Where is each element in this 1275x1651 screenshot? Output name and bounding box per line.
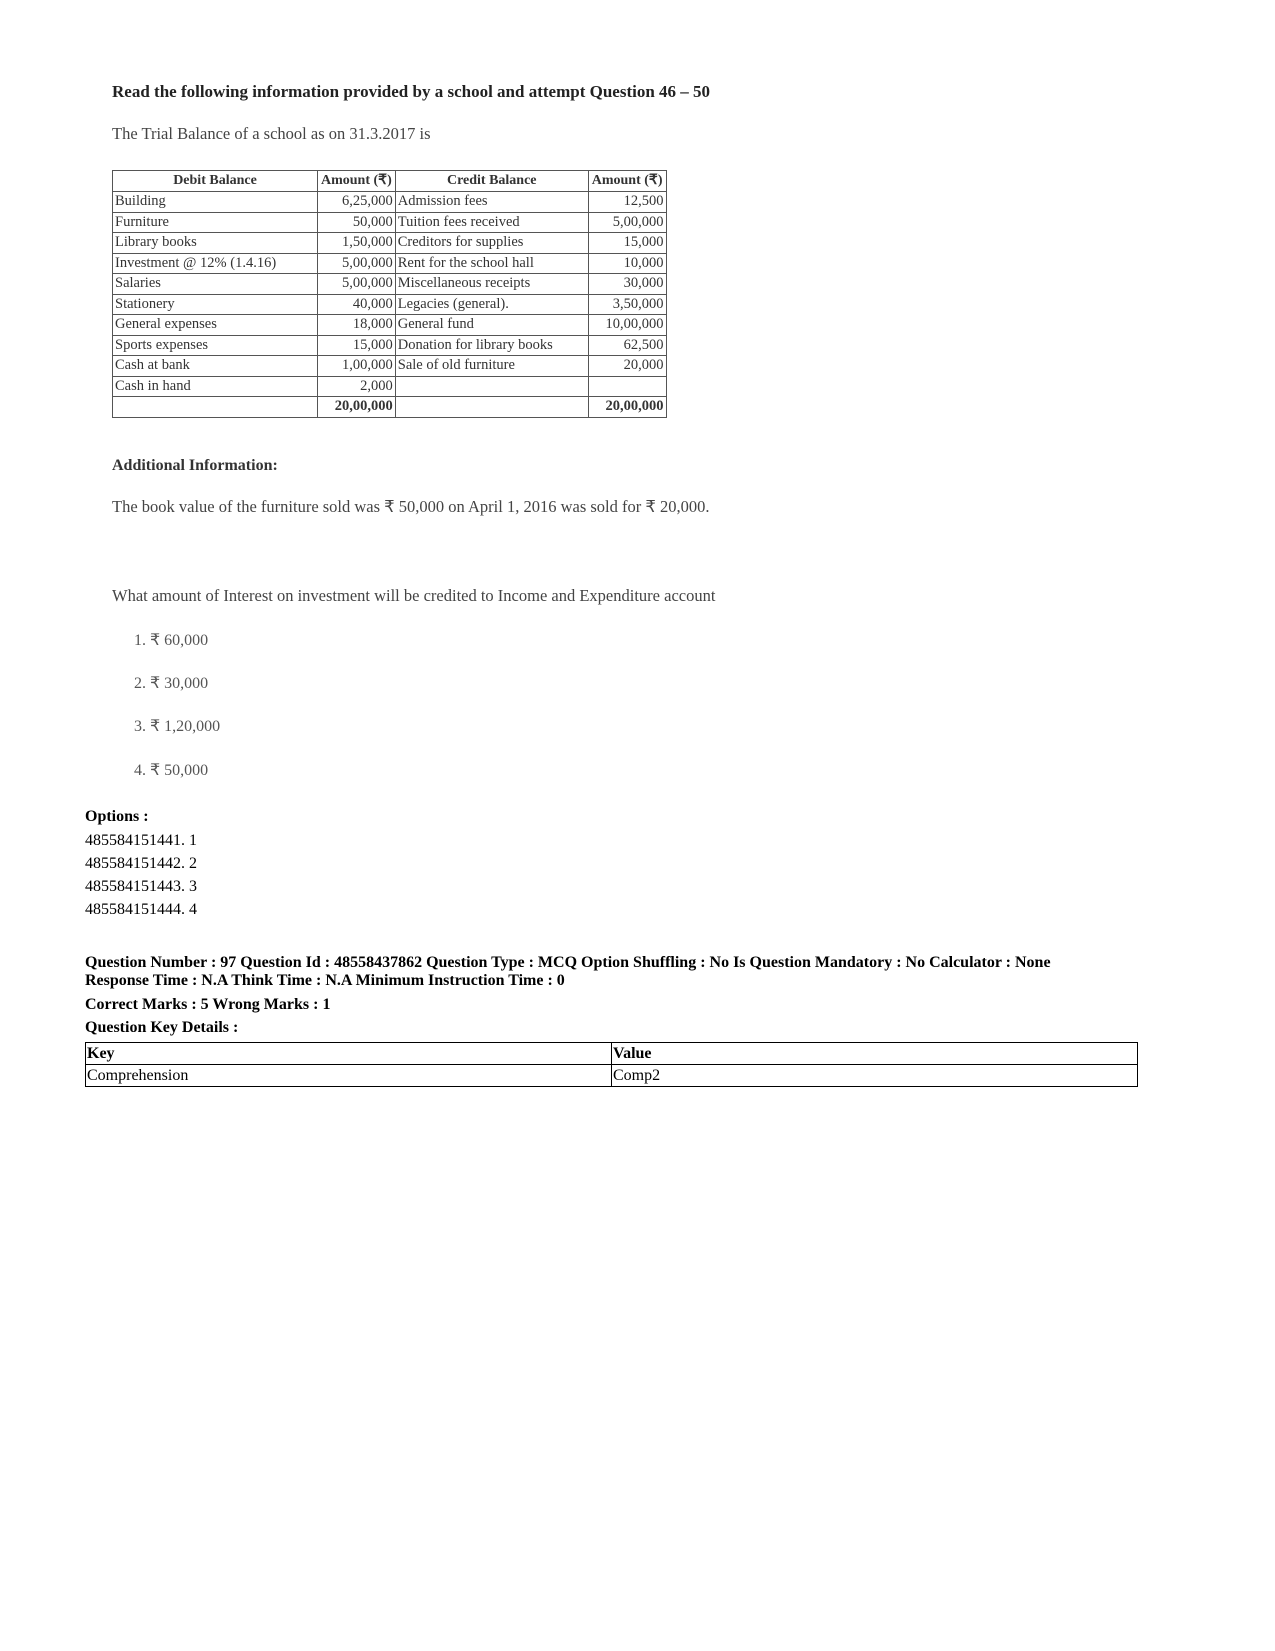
question-choice: 2. ₹ 30,000 bbox=[134, 675, 209, 692]
key-table-header-row bbox=[86, 1043, 1138, 1065]
question-meta-line: Question Number : 97 Question Id : 48558437862 Question Type : MCQ Option Shuffling : No Is Question Mandatory : No Calculator : None bbox=[85, 954, 1051, 971]
credit-amount bbox=[588, 376, 666, 397]
question-choice: 4. ₹ 50,000 bbox=[134, 762, 209, 779]
debit-amount: 40,000 bbox=[318, 294, 396, 315]
credit-amount: 12,500 bbox=[588, 192, 666, 213]
option-item: 485584151442. 2 bbox=[85, 855, 197, 872]
total-debit-amount: 20,00,000 bbox=[318, 397, 396, 418]
table-row bbox=[113, 192, 667, 213]
credit-amount: 15,000 bbox=[588, 233, 666, 254]
table-total-row bbox=[113, 397, 667, 418]
debit-item: Salaries bbox=[113, 274, 318, 295]
question-choice: 1. ₹ 60,000 bbox=[134, 632, 209, 649]
credit-amount: 3,50,000 bbox=[588, 294, 666, 315]
option-item: 485584151441. 1 bbox=[85, 832, 197, 849]
table-row bbox=[86, 1065, 1138, 1087]
credit-item bbox=[395, 376, 588, 397]
credit-item: Creditors for supplies bbox=[395, 233, 588, 254]
header-debit-balance: Debit Balance bbox=[113, 171, 318, 192]
option-item: 485584151443. 3 bbox=[85, 878, 197, 895]
key-cell: Comprehension bbox=[86, 1065, 612, 1087]
options-title: Options : bbox=[85, 808, 149, 825]
table-row bbox=[113, 294, 667, 315]
debit-amount: 2,000 bbox=[318, 376, 396, 397]
debit-amount: 1,50,000 bbox=[318, 233, 396, 254]
table-row bbox=[113, 356, 667, 377]
header-credit-balance: Credit Balance bbox=[395, 171, 588, 192]
debit-amount: 50,000 bbox=[318, 212, 396, 233]
total-blank-credit bbox=[395, 397, 588, 418]
debit-item: Building bbox=[113, 192, 318, 213]
question-stem: What amount of Interest on investment will be credited to Income and Expenditure account bbox=[112, 586, 716, 605]
table-row bbox=[113, 274, 667, 295]
debit-amount: 5,00,000 bbox=[318, 253, 396, 274]
debit-item: Sports expenses bbox=[113, 335, 318, 356]
debit-item: Library books bbox=[113, 233, 318, 254]
total-blank-debit bbox=[113, 397, 318, 418]
value-header: Value bbox=[612, 1043, 1138, 1065]
question-key-table bbox=[85, 1042, 1138, 1087]
debit-item: Cash at bank bbox=[113, 356, 318, 377]
table-row bbox=[113, 233, 667, 254]
header-amount-debit: Amount (₹) bbox=[318, 171, 396, 192]
table-row bbox=[113, 315, 667, 336]
credit-item: Tuition fees received bbox=[395, 212, 588, 233]
value-cell: Comp2 bbox=[612, 1065, 1138, 1087]
credit-item: Rent for the school hall bbox=[395, 253, 588, 274]
credit-item: Legacies (general). bbox=[395, 294, 588, 315]
option-item: 485584151444. 4 bbox=[85, 901, 197, 918]
credit-item: Miscellaneous receipts bbox=[395, 274, 588, 295]
question-image bbox=[112, 78, 872, 818]
debit-item: Cash in hand bbox=[113, 376, 318, 397]
credit-item: Sale of old furniture bbox=[395, 356, 588, 377]
trial-balance-header-row bbox=[113, 171, 667, 192]
debit-item: Stationery bbox=[113, 294, 318, 315]
credit-item: Admission fees bbox=[395, 192, 588, 213]
credit-amount: 62,500 bbox=[588, 335, 666, 356]
total-credit-amount: 20,00,000 bbox=[588, 397, 666, 418]
credit-amount: 10,00,000 bbox=[588, 315, 666, 336]
debit-amount: 18,000 bbox=[318, 315, 396, 336]
debit-amount: 5,00,000 bbox=[318, 274, 396, 295]
debit-item: General expenses bbox=[113, 315, 318, 336]
debit-item: Investment @ 12% (1.4.16) bbox=[113, 253, 318, 274]
question-intro: The Trial Balance of a school as on 31.3.2017 is bbox=[112, 124, 431, 143]
trial-balance-table bbox=[112, 170, 667, 418]
additional-info-heading: Additional Information: bbox=[112, 457, 278, 474]
marks-line: Correct Marks : 5 Wrong Marks : 1 bbox=[85, 996, 331, 1013]
table-row bbox=[113, 253, 667, 274]
table-row bbox=[113, 376, 667, 397]
question-timing-line: Response Time : N.A Think Time : N.A Minimum Instruction Time : 0 bbox=[85, 972, 565, 989]
additional-info-text: The book value of the furniture sold was ₹ 50,000 on April 1, 2016 was sold for ₹ 20,000. bbox=[112, 497, 710, 516]
header-amount-credit: Amount (₹) bbox=[588, 171, 666, 192]
debit-amount: 1,00,000 bbox=[318, 356, 396, 377]
debit-amount: 6,25,000 bbox=[318, 192, 396, 213]
credit-amount: 30,000 bbox=[588, 274, 666, 295]
debit-amount: 15,000 bbox=[318, 335, 396, 356]
key-header: Key bbox=[86, 1043, 612, 1065]
table-row bbox=[113, 335, 667, 356]
question-heading: Read the following information provided by a school and attempt Question 46 – 50 bbox=[112, 82, 711, 101]
table-row bbox=[113, 212, 667, 233]
question-choice: 3. ₹ 1,20,000 bbox=[134, 718, 221, 735]
credit-item: General fund bbox=[395, 315, 588, 336]
credit-amount: 20,000 bbox=[588, 356, 666, 377]
credit-amount: 5,00,000 bbox=[588, 212, 666, 233]
credit-amount: 10,000 bbox=[588, 253, 666, 274]
credit-item: Donation for library books bbox=[395, 335, 588, 356]
key-details-title: Question Key Details : bbox=[85, 1019, 239, 1036]
debit-item: Furniture bbox=[113, 212, 318, 233]
